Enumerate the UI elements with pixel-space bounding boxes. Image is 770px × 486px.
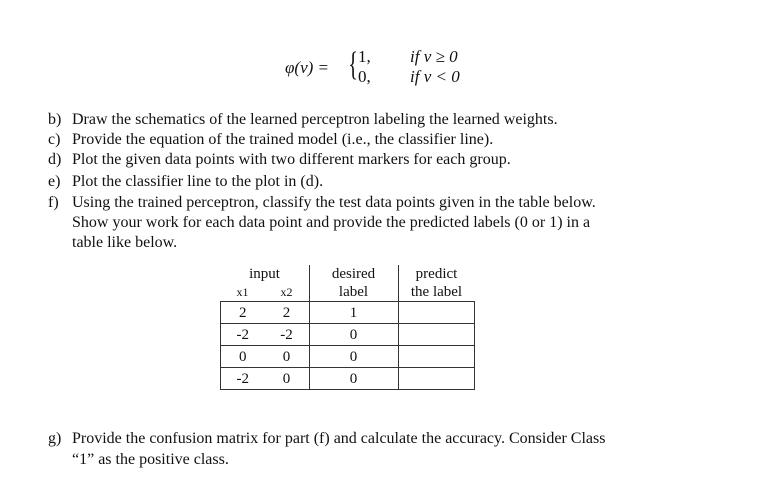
- cell-label: 1: [309, 302, 398, 324]
- header-label: label: [309, 283, 398, 302]
- table-row: [221, 324, 475, 346]
- question-c: c) Provide the equation of the trained model (i.e., the classifier line).: [48, 131, 494, 148]
- cell-x2: 0: [265, 368, 310, 390]
- question-g-line2: “1” as the positive class.: [72, 451, 229, 468]
- table-row: [221, 302, 475, 324]
- question-d: d) Plot the given data points with two different markers for each group.: [48, 151, 511, 168]
- cell-label: 0: [309, 368, 398, 390]
- table-row: [221, 346, 475, 368]
- question-e: e) Plot the classifier line to the plot in (d).: [48, 173, 324, 190]
- table-header-row: [221, 265, 475, 283]
- cell-x1: -2: [221, 368, 265, 390]
- formula-case1-condition: if v ≥ 0: [410, 47, 458, 66]
- formula-case1-value: 1,: [358, 47, 371, 66]
- cell-predict: [398, 368, 475, 390]
- header-desired: desired: [309, 265, 398, 283]
- header-input: input: [221, 265, 310, 283]
- cell-label: 0: [309, 346, 398, 368]
- test-data-table: [220, 265, 475, 390]
- cell-predict: [398, 346, 475, 368]
- question-g: g) Provide the confusion matrix for part (f) and calculate the accuracy. Consider Class: [48, 430, 606, 447]
- table-header-row-2: [221, 283, 475, 302]
- cell-x2: -2: [265, 324, 310, 346]
- formula-case2-value: 0,: [358, 67, 371, 86]
- header-x2: x2: [265, 283, 310, 302]
- cell-x1: 2: [221, 302, 265, 324]
- cell-x1: 0: [221, 346, 265, 368]
- cell-x2: 0: [265, 346, 310, 368]
- question-f-line2: Show your work for each data point and provide the predicted labels (0 or 1) in a: [72, 214, 591, 231]
- cell-label: 0: [309, 324, 398, 346]
- question-f-line3: table like below.: [72, 234, 178, 251]
- question-b: b) Draw the schematics of the learned perceptron labeling the learned weights.: [48, 111, 558, 128]
- header-predict: predict: [415, 266, 458, 282]
- activation-function-formula: [285, 47, 505, 89]
- cell-x2: 2: [265, 302, 310, 324]
- header-x1: x1: [236, 285, 249, 299]
- header-the-label: the label: [410, 284, 463, 300]
- formula-case2-condition: if v < 0: [410, 67, 460, 86]
- cell-predict: [398, 302, 475, 324]
- cell-x1: -2: [221, 324, 265, 346]
- cell-predict: [398, 324, 475, 346]
- formula-lhs: φ(v) =: [285, 58, 329, 77]
- table-row: [221, 368, 475, 390]
- formula-brace: {: [348, 46, 359, 83]
- question-f: f) Using the trained perceptron, classify the test data points given in the table below.: [48, 194, 596, 211]
